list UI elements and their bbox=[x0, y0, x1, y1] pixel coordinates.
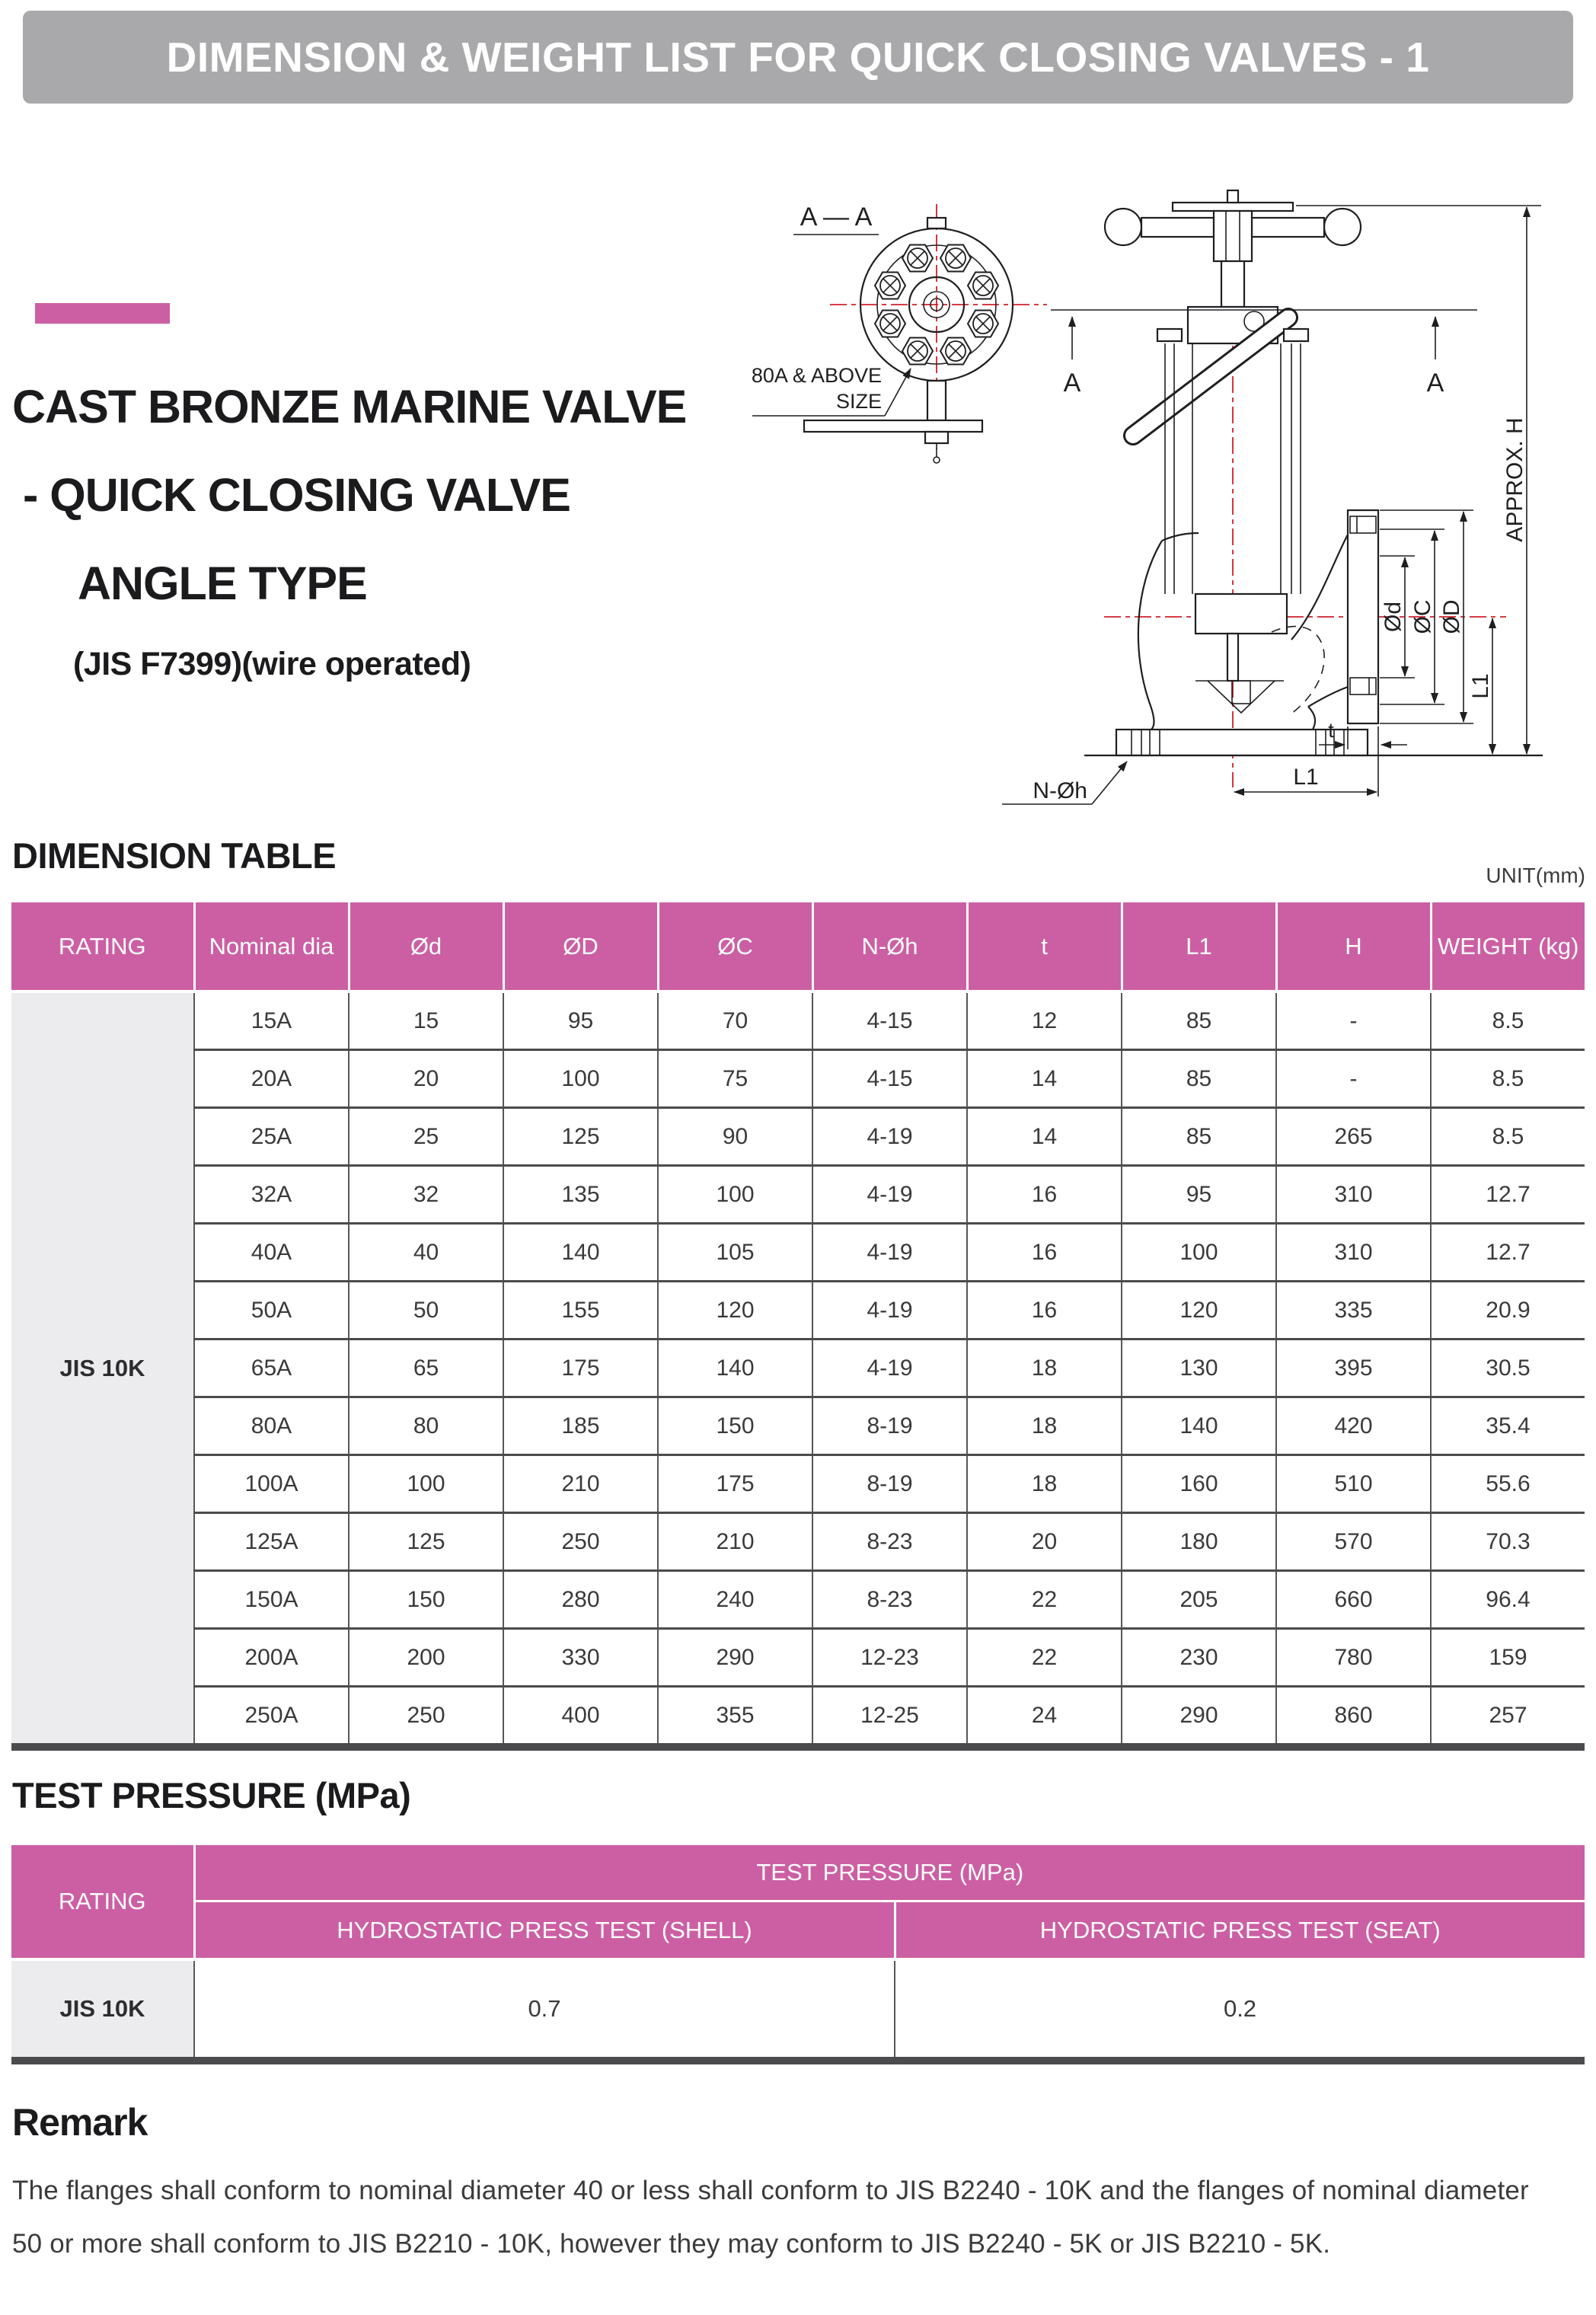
dimension-cell: 140 bbox=[1122, 1397, 1276, 1455]
dimension-cell: 12-23 bbox=[812, 1629, 967, 1687]
table-row bbox=[11, 1282, 1585, 1340]
inlet-flange bbox=[1084, 730, 1543, 755]
dimension-cell: 160 bbox=[1122, 1455, 1276, 1513]
dimension-cell: 240 bbox=[658, 1571, 812, 1629]
dimension-cell: 250A bbox=[194, 1687, 349, 1748]
dimension-cell: 16 bbox=[967, 1224, 1122, 1282]
dimension-cell: 22 bbox=[967, 1571, 1122, 1629]
dimension-cell: 200A bbox=[194, 1629, 349, 1687]
dimension-cell: 210 bbox=[503, 1455, 658, 1513]
dimension-cell: 660 bbox=[1276, 1571, 1431, 1629]
dim-label-bolt-circle: ØC bbox=[1410, 599, 1435, 634]
dimension-cell: 290 bbox=[1122, 1687, 1276, 1748]
unit-note: UNIT(mm) bbox=[1486, 864, 1585, 887]
wire-pull-bar bbox=[804, 420, 982, 432]
table-row bbox=[11, 1571, 1585, 1629]
column-header-6: t bbox=[967, 902, 1122, 991]
column-header-4: ØC bbox=[658, 902, 812, 991]
dimension-cell: 135 bbox=[503, 1166, 658, 1224]
dimension-cell: 14 bbox=[967, 1050, 1122, 1108]
column-header-8: H bbox=[1276, 902, 1431, 991]
flange-key bbox=[927, 218, 946, 228]
dimension-cell: 20A bbox=[194, 1050, 349, 1108]
dimension-cell: 210 bbox=[658, 1513, 812, 1571]
drawing-elevation-view bbox=[1002, 190, 1543, 804]
size-note-line1: 80A & ABOVE bbox=[751, 364, 882, 387]
dimension-cell: 230 bbox=[1122, 1629, 1276, 1687]
dim-label-l1-vertical: L1 bbox=[1468, 673, 1493, 699]
dimension-cell: 85 bbox=[1122, 1108, 1276, 1166]
table-row bbox=[11, 1224, 1585, 1282]
page-title: DIMENSION & WEIGHT LIST FOR QUICK CLOSING VALVES - 1 bbox=[166, 34, 1430, 81]
dim-label-flange-od: ØD bbox=[1439, 599, 1464, 634]
dimension-cell: 159 bbox=[1431, 1629, 1585, 1687]
column-header-2: Ød bbox=[349, 902, 503, 991]
dim-label-l1-bottom: L1 bbox=[1293, 765, 1319, 790]
dimension-cell: 105 bbox=[658, 1224, 812, 1282]
dimension-cell: 150A bbox=[194, 1571, 349, 1629]
dimension-cell: 100 bbox=[503, 1050, 658, 1108]
dimension-cell: 780 bbox=[1276, 1629, 1431, 1687]
dimension-cell: 65 bbox=[349, 1340, 503, 1397]
column-header-5: N-Øh bbox=[812, 902, 967, 991]
dimension-cell: 96.4 bbox=[1431, 1571, 1585, 1629]
technical-drawing bbox=[708, 183, 1596, 830]
dimension-cell: 18 bbox=[967, 1397, 1122, 1455]
tp-col-rating: RATING bbox=[11, 1845, 194, 1959]
tp-rating-cell: JIS 10K bbox=[11, 1959, 194, 2061]
stem-lower bbox=[927, 381, 946, 420]
dimension-cell: 8.5 bbox=[1431, 1050, 1585, 1108]
dimension-cell: 4-19 bbox=[812, 1224, 967, 1282]
dimension-cell: 4-19 bbox=[812, 1166, 967, 1224]
dimension-cell: 24 bbox=[967, 1687, 1122, 1748]
dimension-cell: 4-19 bbox=[812, 1282, 967, 1340]
dimension-cell: 100A bbox=[194, 1455, 349, 1513]
dimension-table-heading: DIMENSION TABLE bbox=[12, 835, 337, 876]
dimension-table-body bbox=[11, 991, 1585, 1747]
table-row bbox=[11, 1513, 1585, 1571]
cut-arrow-label-left: A bbox=[1063, 369, 1081, 398]
dimension-cell: 120 bbox=[658, 1282, 812, 1340]
dimension-cell: 15 bbox=[349, 991, 503, 1050]
size-note-leader bbox=[885, 369, 911, 416]
dimension-cell: 95 bbox=[1122, 1166, 1276, 1224]
dimension-cell: 100 bbox=[658, 1166, 812, 1224]
page-title-bar bbox=[23, 11, 1573, 104]
dimension-cell: 4-19 bbox=[812, 1340, 967, 1397]
dimension-cell: 290 bbox=[658, 1629, 812, 1687]
column-header-1: Nominal dia bbox=[194, 902, 349, 991]
dimension-cell: 70 bbox=[658, 991, 812, 1050]
dimension-cell: 100 bbox=[1122, 1224, 1276, 1282]
dimension-cell: 50A bbox=[194, 1282, 349, 1340]
accent-bar bbox=[35, 303, 170, 324]
dim-label-approx-height: APPROX. H bbox=[1502, 417, 1527, 542]
remark-heading: Remark bbox=[12, 2101, 148, 2144]
dimension-cell: 100 bbox=[349, 1455, 503, 1513]
dimension-table bbox=[11, 902, 1585, 1751]
dimension-cell: 70.3 bbox=[1431, 1513, 1585, 1571]
dimension-cell: 175 bbox=[503, 1340, 658, 1397]
drawing-section-view bbox=[752, 203, 1047, 463]
dimension-cell: 310 bbox=[1276, 1166, 1431, 1224]
stem-upper bbox=[1221, 261, 1244, 307]
product-title-line-2: - QUICK CLOSING VALVE bbox=[23, 469, 570, 522]
product-title-line-1: CAST BRONZE MARINE VALVE bbox=[12, 381, 687, 433]
table-row bbox=[11, 1959, 1585, 2061]
dimension-cell: 250 bbox=[349, 1687, 503, 1748]
dimension-cell: 150 bbox=[349, 1571, 503, 1629]
dimension-cell: 90 bbox=[658, 1108, 812, 1166]
dimension-cell: 125 bbox=[349, 1513, 503, 1571]
column-header-0: RATING bbox=[11, 902, 194, 991]
dimension-cell: 175 bbox=[658, 1455, 812, 1513]
dimension-cell: 330 bbox=[503, 1629, 658, 1687]
table-row bbox=[11, 1687, 1585, 1748]
dimension-cell: 265 bbox=[1276, 1108, 1431, 1166]
dimension-cell: 8-19 bbox=[812, 1397, 967, 1455]
product-title-line-3: ANGLE TYPE bbox=[78, 557, 367, 610]
dimension-cell: 30.5 bbox=[1431, 1340, 1585, 1397]
dimension-cell: 310 bbox=[1276, 1224, 1431, 1282]
dimension-cell: 420 bbox=[1276, 1397, 1431, 1455]
dimension-cell: 8-23 bbox=[812, 1513, 967, 1571]
table-row bbox=[11, 1050, 1585, 1108]
dimension-cell: 280 bbox=[503, 1571, 658, 1629]
outlet-flange bbox=[1348, 510, 1378, 723]
dimension-cell: 570 bbox=[1276, 1513, 1431, 1571]
dimension-cell: 860 bbox=[1276, 1687, 1431, 1748]
test-pressure-heading: TEST PRESSURE (MPa) bbox=[12, 1775, 411, 1815]
dimension-cell: 8.5 bbox=[1431, 1108, 1585, 1166]
dim-label-bore: Ød bbox=[1381, 601, 1406, 633]
dimension-cell: 8-23 bbox=[812, 1571, 967, 1629]
rating-cell: JIS 10K bbox=[11, 991, 194, 1747]
dimension-cell: 25 bbox=[349, 1108, 503, 1166]
tp-shell-value: 0.7 bbox=[194, 1959, 895, 2061]
product-subtitle: (JIS F7399)(wire operated) bbox=[73, 646, 471, 683]
dimension-cell: 35.4 bbox=[1431, 1397, 1585, 1455]
column-header-7: L1 bbox=[1122, 902, 1276, 991]
size-note-line2: SIZE bbox=[835, 390, 882, 413]
table-row bbox=[11, 1455, 1585, 1513]
dimension-cell: 18 bbox=[967, 1455, 1122, 1513]
column-header-9: WEIGHT (kg) bbox=[1431, 902, 1585, 991]
table-row bbox=[11, 1397, 1585, 1455]
dim-label-bolt-holes: N-Øh bbox=[1033, 778, 1087, 803]
dimension-cell: 15A bbox=[194, 991, 349, 1050]
dimension-cell: 400 bbox=[503, 1687, 658, 1748]
dimension-cell: 155 bbox=[503, 1282, 658, 1340]
dimension-cell: 395 bbox=[1276, 1340, 1431, 1397]
dimension-cell: 4-15 bbox=[812, 1050, 967, 1108]
dimension-cell: 16 bbox=[967, 1282, 1122, 1340]
table-row bbox=[11, 1340, 1585, 1397]
dimension-cell: 20.9 bbox=[1431, 1282, 1585, 1340]
dimension-cell: 22 bbox=[967, 1629, 1122, 1687]
dimension-cell: 355 bbox=[658, 1687, 812, 1748]
table-row bbox=[11, 1108, 1585, 1166]
dimension-cell: 50 bbox=[349, 1282, 503, 1340]
dimension-cell: 510 bbox=[1276, 1455, 1431, 1513]
dimension-cell: 125A bbox=[194, 1513, 349, 1571]
dimension-cell: 250 bbox=[503, 1513, 658, 1571]
dimension-cell: 257 bbox=[1431, 1687, 1585, 1748]
tp-col-shell: HYDROSTATIC PRESS TEST (SHELL) bbox=[194, 1901, 895, 1960]
dimension-cell: 75 bbox=[658, 1050, 812, 1108]
dimension-cell: 140 bbox=[658, 1340, 812, 1397]
product-title-block bbox=[12, 382, 686, 682]
test-pressure-table bbox=[11, 1845, 1585, 2064]
handwheel bbox=[1105, 190, 1361, 261]
dimension-cell: 32A bbox=[194, 1166, 349, 1224]
dimension-cell: 8-19 bbox=[812, 1455, 967, 1513]
dimension-cell: 40 bbox=[349, 1224, 503, 1282]
tp-seat-value: 0.2 bbox=[895, 1959, 1585, 2061]
dimension-cell: 25A bbox=[194, 1108, 349, 1166]
dimension-cell: 85 bbox=[1122, 991, 1276, 1050]
dimension-cell: 20 bbox=[349, 1050, 503, 1108]
cut-arrow-label-right: A bbox=[1426, 369, 1444, 398]
dimension-cell: 120 bbox=[1122, 1282, 1276, 1340]
tp-col-seat: HYDROSTATIC PRESS TEST (SEAT) bbox=[895, 1901, 1585, 1960]
dimension-cell: 4-19 bbox=[812, 1108, 967, 1166]
remark-text: The flanges shall conform to nominal diameter 40 or less shall conform to JIS B2240 - 10K and the flanges of nominal diameter 50 or more shall conform to JIS B2210 - 10K, however they may conform to JIS B2240 - 5K or JIS B2210 - 5K. bbox=[12, 2176, 1529, 2259]
dimension-cell: 12.7 bbox=[1431, 1166, 1585, 1224]
table-row bbox=[11, 1166, 1585, 1224]
dimension-cell: - bbox=[1276, 991, 1431, 1050]
table-row bbox=[11, 991, 1585, 1050]
dimension-cell: 335 bbox=[1276, 1282, 1431, 1340]
dimension-cell: 20 bbox=[967, 1513, 1122, 1571]
dimension-cell: 12.7 bbox=[1431, 1224, 1585, 1282]
dimension-cell: 205 bbox=[1122, 1571, 1276, 1629]
dimension-cell: 130 bbox=[1122, 1340, 1276, 1397]
dim-label-thickness: t bbox=[1328, 719, 1334, 742]
dimension-cell: 4-15 bbox=[812, 991, 967, 1050]
dimension-cell: 140 bbox=[503, 1224, 658, 1282]
dimension-cell: 14 bbox=[967, 1108, 1122, 1166]
dimension-cell: 80A bbox=[194, 1397, 349, 1455]
dimension-table-header-row bbox=[11, 902, 1585, 991]
gland bbox=[1195, 594, 1287, 634]
dimension-cell: 80 bbox=[349, 1397, 503, 1455]
dimension-cell: 12-25 bbox=[812, 1687, 967, 1748]
section-label: A — A bbox=[800, 203, 873, 232]
dimension-cell: 32 bbox=[349, 1166, 503, 1224]
dimension-cell: 185 bbox=[503, 1397, 658, 1455]
dimension-cell: 85 bbox=[1122, 1050, 1276, 1108]
column-header-3: ØD bbox=[503, 902, 658, 991]
dimension-cell: 180 bbox=[1122, 1513, 1276, 1571]
dimension-cell: 95 bbox=[503, 991, 658, 1050]
dimension-cell: 200 bbox=[349, 1629, 503, 1687]
table-row bbox=[11, 1629, 1585, 1687]
dimension-cell: 150 bbox=[658, 1397, 812, 1455]
dimension-cell: 18 bbox=[967, 1340, 1122, 1397]
dimension-cell: 8.5 bbox=[1431, 991, 1585, 1050]
dimension-cell: 40A bbox=[194, 1224, 349, 1282]
dimension-cell: - bbox=[1276, 1050, 1431, 1108]
tp-header-span: TEST PRESSURE (MPa) bbox=[194, 1845, 1585, 1901]
dimensions bbox=[1002, 206, 1541, 804]
dimension-cell: 55.6 bbox=[1431, 1455, 1585, 1513]
dimension-cell: 125 bbox=[503, 1108, 658, 1166]
dimension-cell: 12 bbox=[967, 991, 1122, 1050]
dimension-cell: 16 bbox=[967, 1166, 1122, 1224]
dimension-cell: 65A bbox=[194, 1340, 349, 1397]
